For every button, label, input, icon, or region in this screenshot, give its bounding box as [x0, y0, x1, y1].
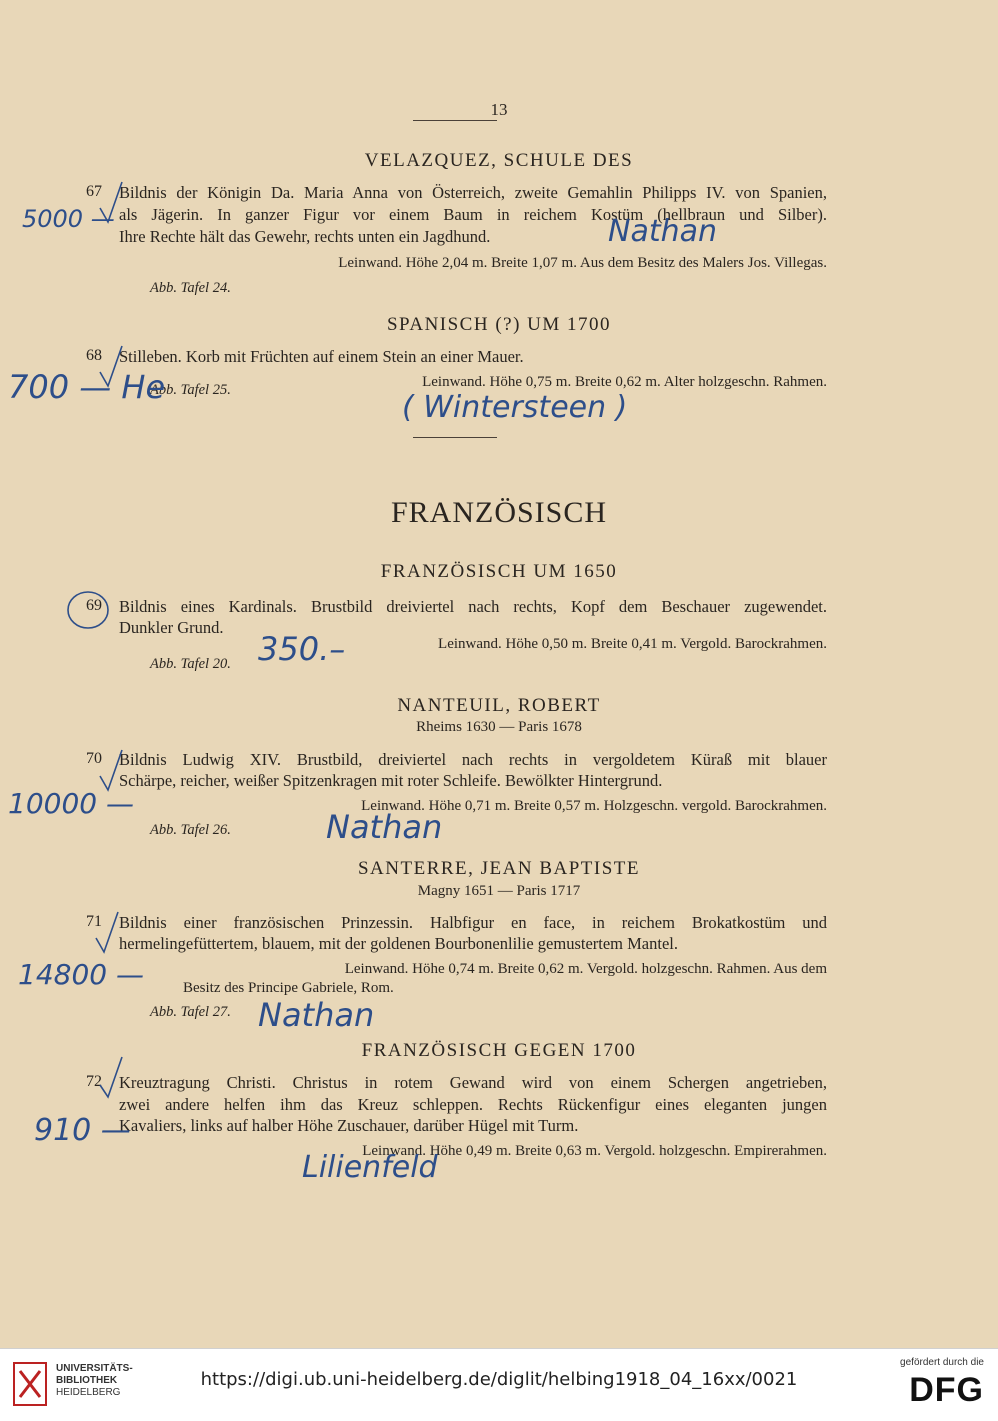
lot-67-price-annotation: 5000 —: [22, 205, 115, 233]
lot-number-69: 69: [86, 597, 102, 614]
lot-number-68: 68: [86, 347, 102, 364]
lot-69-price-annotation: 350.–: [258, 630, 346, 668]
page-number: 13: [490, 100, 508, 119]
lot-70-line-2: Schärpe, reicher, weißer Spitzenkragen mit roter Schleife. Bewölkter Hintergrund.: [119, 771, 663, 790]
lot-number-71: 71: [86, 913, 102, 930]
check-mark-icon: [92, 910, 122, 955]
library-name-line-2: BIBLIOTHEK: [56, 1375, 118, 1386]
lot-68-buyer-annotation: ( Wintersteen ): [402, 390, 628, 425]
viewer-footer: [0, 1348, 998, 1421]
lot-68-price-annotation: 700 — He: [8, 368, 166, 406]
lot-67-line-2: als Jägerin. In ganzer Figur vor einem Baum in reichem Kostüm (hellbraun und Silber).: [119, 205, 827, 224]
lot-70-price-annotation: 10000 —: [8, 787, 134, 820]
lot-70-technical: Leinwand. Höhe 0,71 m. Breite 0,57 m. Holzgeschn. vergold. Barockrahmen.: [361, 798, 827, 814]
library-name-line-1: UNIVERSITÄTS-: [56, 1363, 133, 1374]
lot-68-technical: Leinwand. Höhe 0,75 m. Breite 0,62 m. Alter holzgeschn. Rahmen.: [422, 374, 827, 390]
check-mark-icon: [96, 180, 126, 225]
lot-72-line-1: Kreuztragung Christi. Christus in rotem Gewand wird von einem Schergen angetrieben,: [119, 1073, 827, 1092]
lot-70-buyer-annotation: Nathan: [326, 808, 443, 846]
lot-68-line-1: Stilleben. Korb mit Früchten auf einem Stein an einer Mauer.: [119, 347, 524, 366]
section-heading-velazquez: VELAZQUEZ, SCHULE DES: [364, 150, 634, 171]
lot-71-technical-2: Besitz des Principe Gabriele, Rom.: [183, 980, 394, 996]
nanteuil-dates: Rheims 1630 — Paris 1678: [416, 719, 582, 735]
lot-68-plate-ref: Abb. Tafel 25.: [150, 382, 231, 398]
section-heading-nanteuil: NANTEUIL, ROBERT: [397, 695, 601, 716]
dfg-logo: DFG: [909, 1371, 984, 1409]
lot-70-line-1: Bildnis Ludwig XIV. Brustbild, dreiviertel nach rechts in vergoldetem Küraß mit blauer: [119, 750, 827, 769]
section-heading-spanisch: SPANISCH (?) UM 1700: [386, 314, 612, 335]
lot-72-buyer-annotation: Lilienfeld: [302, 1150, 438, 1185]
santerre-dates: Magny 1651 — Paris 1717: [417, 883, 581, 899]
chapter-heading: FRANZÖSISCH: [390, 496, 608, 529]
funding-label: gefördert durch die: [900, 1357, 984, 1368]
section-heading-santerre: SANTERRE, JEAN BAPTISTE: [357, 858, 641, 879]
lot-71-price-annotation: 14800 —: [18, 958, 144, 991]
section-heading-franzoesisch-1700: FRANZÖSISCH GEGEN 1700: [361, 1040, 637, 1061]
lot-67-line-1: Bildnis der Königin Da. Maria Anna von Österreich, zweite Gemahlin Philipps IV. von Spanien,: [119, 183, 827, 202]
section-heading-franzoesisch-1650: FRANZÖSISCH UM 1650: [380, 561, 618, 582]
lot-70-plate-ref: Abb. Tafel 26.: [150, 822, 231, 838]
library-name-line-3: HEIDELBERG: [56, 1387, 121, 1398]
check-mark-icon: [96, 748, 126, 793]
lot-69-line-2: Dunkler Grund.: [119, 618, 224, 637]
lot-67-technical: Leinwand. Höhe 2,04 m. Breite 1,07 m. Aus dem Besitz des Malers Jos. Villegas.: [338, 255, 827, 271]
lot-number-72: 72: [86, 1073, 102, 1090]
lot-71-buyer-annotation: Nathan: [258, 996, 375, 1034]
lot-72-line-2: zwei andere helfen ihm das Kreuz schleppen. Rechts Rückenfigur eines eleganten jungen: [119, 1095, 827, 1114]
page-number-rule: [413, 120, 497, 121]
lot-67-buyer-annotation: Nathan: [608, 214, 717, 249]
lot-number-70: 70: [86, 750, 102, 767]
lot-71-technical-1: Leinwand. Höhe 0,74 m. Breite 0,62 m. Vergold. holzgeschn. Rahmen. Aus dem: [344, 961, 827, 977]
lot-72-line-3: Kavaliers, links auf halber Höhe Zuschauer, darüber Hügel mit Turm.: [119, 1116, 579, 1135]
lot-72-technical: Leinwand. Höhe 0,49 m. Breite 0,63 m. Vergold. holzgeschn. Empirerahmen.: [362, 1143, 827, 1159]
permalink-url[interactable]: https://digi.ub.uni-heidelberg.de/diglit/helbing1918_04_16xx/0021: [200, 1369, 798, 1390]
lot-72-price-annotation: 910 —: [34, 1113, 131, 1148]
lot-number-67: 67: [86, 183, 102, 200]
lot-69-line-1: Bildnis eines Kardinals. Brustbild dreiviertel nach rechts, Kopf dem Beschauer zugewendet.: [119, 597, 827, 616]
check-mark-icon: [96, 1055, 126, 1100]
lot-69-technical: Leinwand. Höhe 0,50 m. Breite 0,41 m. Vergold. Barockrahmen.: [438, 636, 827, 652]
lot-71-line-2: hermelingefüttertem, blauem, mit der goldenen Bourbonenlilie gemustertem Mantel.: [119, 934, 679, 953]
lot-67-line-3: Ihre Rechte hält das Gewehr, rechts unten ein Jagdhund.: [119, 227, 491, 246]
lot-71-line-1: Bildnis einer französischen Prinzessin. Halbfigur en face, in reichem Brokatkostüm und: [119, 913, 827, 932]
section-rule: [413, 437, 497, 438]
check-mark-icon: [96, 344, 126, 389]
lot-67-plate-ref: Abb. Tafel 24.: [150, 280, 231, 296]
lot-71-plate-ref: Abb. Tafel 27.: [150, 1004, 231, 1020]
lot-69-plate-ref: Abb. Tafel 20.: [150, 656, 231, 672]
